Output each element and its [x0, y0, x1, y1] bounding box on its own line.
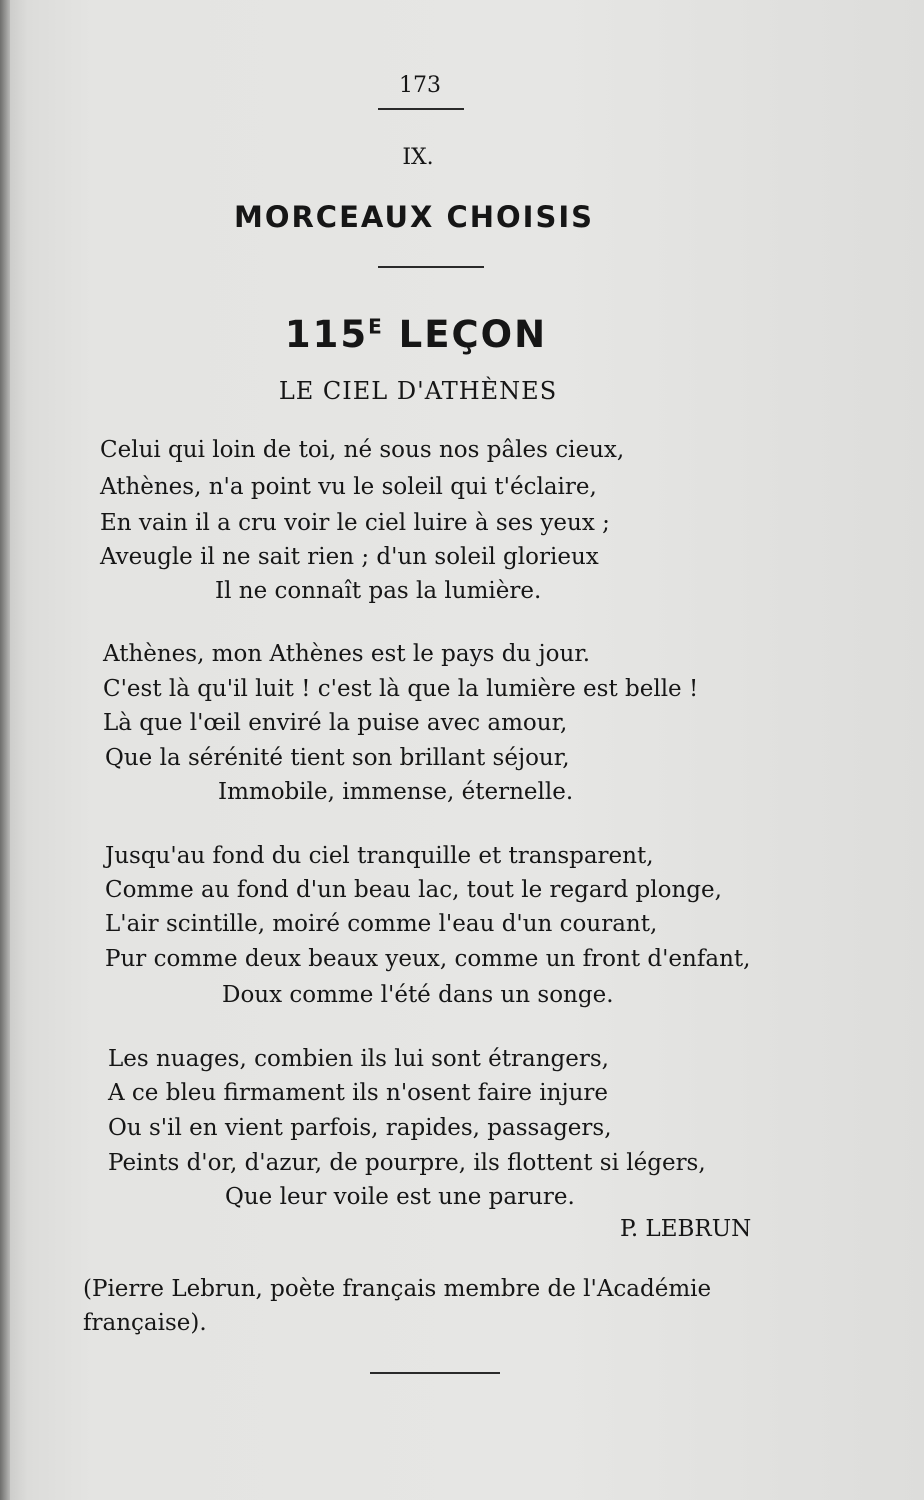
poem-line: Doux comme l'été dans un songe.	[222, 982, 614, 1008]
poem-line: En vain il a cru voir le ciel luire à ses yeux ;	[100, 510, 610, 536]
poem-line: Pur comme deux beaux yeux, comme un front d'enfant,	[105, 946, 751, 972]
poem-line: Ou s'il en vient parfois, rapides, passagers,	[108, 1115, 612, 1141]
section-number: IX.	[402, 145, 434, 170]
poem-line: L'air scintille, moiré comme l'eau d'un courant,	[105, 911, 658, 937]
poem-line: C'est là qu'il luit ! c'est là que la lumière est belle !	[103, 676, 699, 702]
poem-line: Là que l'œil enviré la puise avec amour,	[103, 710, 568, 736]
author-signature: P. LEBRUN	[620, 1216, 752, 1242]
poem-line: Que leur voile est une parure.	[225, 1184, 575, 1210]
page-number-rule	[378, 108, 464, 110]
poem-line: Celui qui loin de toi, né sous nos pâles cieux,	[100, 437, 625, 463]
lesson-heading	[0, 313, 832, 356]
author-note-line: (Pierre Lebrun, poète français membre de l'Académie	[83, 1276, 712, 1302]
author-note-line: française).	[83, 1310, 207, 1336]
poem-line: Athènes, n'a point vu le soleil qui t'éclaire,	[100, 474, 597, 500]
poem-line: A ce bleu firmament ils n'osent faire injure	[108, 1080, 608, 1106]
poem-line: Jusqu'au fond du ciel tranquille et transparent,	[105, 843, 654, 869]
poem-title: LE CIEL D'ATHÈNES	[278, 377, 558, 405]
poem-line: Comme au fond d'un beau lac, tout le regard plonge,	[105, 877, 722, 903]
poem-line: Peints d'or, d'azur, de pourpre, ils flottent si légers,	[108, 1150, 706, 1176]
poem-line: Aveugle il ne sait rien ; d'un soleil glorieux	[100, 544, 599, 570]
page-number: 173	[399, 73, 441, 98]
poem-line: Il ne connaît pas la lumière.	[215, 578, 542, 604]
lesson-number: 115	[284, 313, 369, 356]
poem-line: Les nuages, combien ils lui sont étrangers,	[108, 1046, 609, 1072]
chapter-title: MORCEAUX CHOISIS	[233, 200, 595, 234]
closing-rule	[370, 1372, 500, 1374]
chapter-rule	[378, 266, 484, 268]
lesson-title: LEÇON	[398, 313, 548, 356]
poem-line: Immobile, immense, éternelle.	[218, 779, 574, 805]
lesson-suffix: E	[368, 314, 384, 339]
poem-line: Que la sérénité tient son brillant séjour,	[105, 745, 570, 771]
poem-line: Athènes, mon Athènes est le pays du jour.	[103, 641, 591, 667]
